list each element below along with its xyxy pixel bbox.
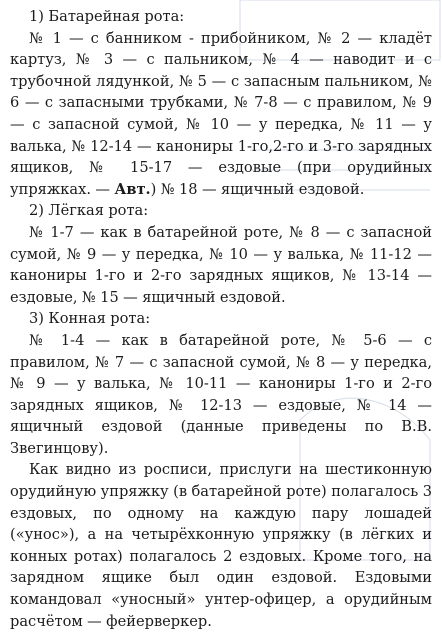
conclusion-paragraph: Как видно из росписи, прислуги на шестиконную орудийную упряжку (в батарейной роте) полагалось 3 ездовых, по одному на каждую пару лошадей («унос»), а на четырёхконную упряжку (в лёгких и конных ротах) полагалось 2 ездовых. Кроме того, на зарядном ящике был один ездовой. Ездовыми командовал «уносный» унтер-офицер, а орудийным расчётом — фейерверкер. (10, 461, 432, 630)
section-light-heading: 2) Лёгкая рота: (29, 202, 149, 220)
battery-text: № 1 — с банником - прибойником, № 2 — кладёт картуз, № 3 — с пальником, № 4 — наводит и с трубочной лядункой, № 5 — с запасным пальником, № 6 — с запасными трубками, № 7-8 — с правилом, № 9 — с запасной сумой, № 10 — у передка, № 11 — у валька, № 12-14 — канониры 1-го,2-го и 3-го зарядных ящиков, № 15-17 — ездовые (при орудийных упряжках. — (10, 29, 432, 198)
battery-text-end: ) № 18 — ящичный ездовой. (150, 180, 365, 198)
section-battery-heading: 1) Батарейная рота: (29, 8, 185, 25)
section-light-body: № 1-7 — как в батарейной роте, № 8 — с запасной сумой, № 9 — у передка, № 10 — у валька, № 11-12 — канониры 1-го и 2-го зарядных ящиков, № 13-14 — ездовые, № 15 — ящичный ездовой. (10, 223, 432, 306)
author-note: Авт. (114, 180, 151, 198)
section-battery-body (10, 28, 432, 201)
section-horse-heading: 3) Конная рота: (29, 310, 151, 328)
section-horse-body: № 1-4 — как в батарейной роте, № 5-6 — с правилом, № 7 — с запасной сумой, № 8 — у передка, № 9 — у валька, № 10-11 — канониры 1-го и 2-го зарядных ящиков, № 12-13 — ездовые, № 14 — ящичный ездовой (данные приведены по В.В. Звегинцову). (10, 331, 432, 457)
